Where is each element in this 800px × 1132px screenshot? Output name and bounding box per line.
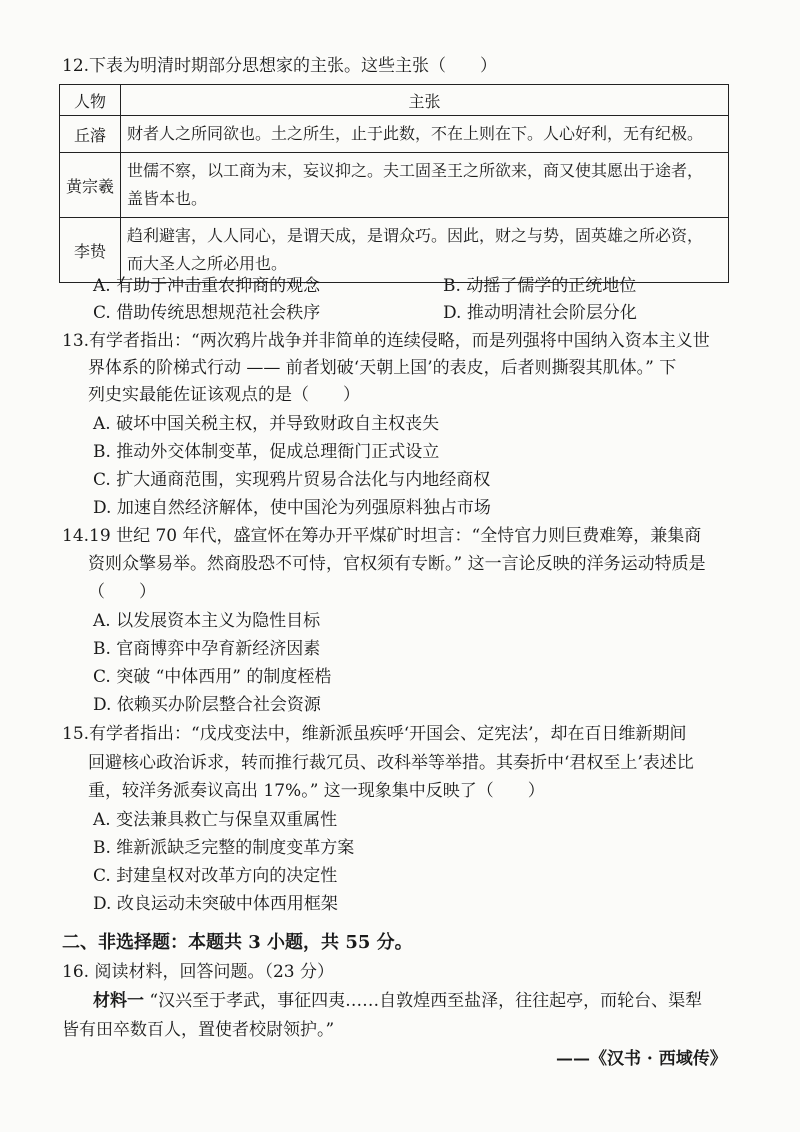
q13-option-d[interactable]: D. 加速自然经济解体，使中国沦为列强原料独占市场 bbox=[93, 498, 491, 518]
section-title: 二、非选择题：本题共 3 小题，共 55 分。 bbox=[62, 932, 413, 953]
idea-line: 世儒不察，以工商为末，妄议抑之。夫工固圣王之所欲来，商又使其愿出于途者， bbox=[127, 161, 704, 180]
table-row bbox=[60, 116, 729, 153]
q15-option-c[interactable]: C. 封建皇权对改革方向的决定性 bbox=[93, 866, 338, 886]
material1-line bbox=[93, 990, 702, 1012]
idea-cell bbox=[121, 153, 729, 218]
q13-stem-line: 列史实最能佐证该观点的是（ ） bbox=[88, 385, 360, 405]
q13-option-a[interactable]: A. 破坏中国关税主权，并导致财政自主权丧失 bbox=[93, 414, 440, 434]
q13-stem-line: 13.有学者指出：“两次鸦片战争并非简单的连续侵略，而是列强将中国纳入资本主义世 bbox=[62, 331, 710, 351]
q15-option-b[interactable]: B. 维新派缺乏完整的制度变革方案 bbox=[93, 838, 355, 858]
table-header-person: 人物 bbox=[60, 85, 121, 116]
q13-option-c[interactable]: C. 扩大通商范围，实现鸦片贸易合法化与内地经商权 bbox=[93, 470, 491, 490]
material1-label: 材料一 bbox=[93, 991, 144, 1011]
q13-stem-line: 界体系的阶梯式行动 —— 前者划破‘天朝上国’的表皮，后者则撕裂其肌体。” 下 bbox=[88, 358, 677, 378]
q12-option-b[interactable]: B. 动摇了儒学的正统地位 bbox=[443, 276, 637, 296]
material1-source: ——《汉书 · 西域传》 bbox=[556, 1049, 727, 1069]
material1-text: “汉兴至于孝武，事征四夷……自敦煌西至盐泽，往往起亭，而轮台、渠犁 bbox=[149, 991, 703, 1011]
q15-option-a[interactable]: A. 变法兼具救亡与保皇双重属性 bbox=[93, 810, 338, 830]
q14-option-a[interactable]: A. 以发展资本主义为隐性目标 bbox=[93, 611, 321, 631]
table-header-row bbox=[60, 85, 729, 116]
person-cell: 黄宗羲 bbox=[60, 153, 121, 218]
q14-stem-line: 资则众擎易举。然商股恐不可恃，官权须有专断。” 这一言论反映的洋务运动特质是 bbox=[88, 554, 706, 574]
q14-stem-line: 14.19 世纪 70 年代，盛宣怀在筹办开平煤矿时坦言：“全恃官力则巨费难筹，兼集商 bbox=[62, 526, 702, 546]
idea-line: 趋利避害，人人同心，是谓天成，是谓众巧。因此，财之与势，固英雄之所必资， bbox=[127, 226, 704, 245]
q12-option-c[interactable]: C. 借助传统思想规范社会秩序 bbox=[93, 303, 321, 323]
table-row bbox=[60, 153, 729, 218]
q14-option-d[interactable]: D. 依赖买办阶层整合社会资源 bbox=[93, 695, 321, 715]
material1-line2: 皆有田卒数百人，置使者校尉领护。” bbox=[62, 1020, 335, 1040]
idea-cell bbox=[121, 218, 729, 283]
q14-option-c[interactable]: C. 突破 “中体西用” 的制度桎梏 bbox=[93, 667, 332, 687]
q12-option-a[interactable]: A. 有助于冲击重农抑商的观念 bbox=[93, 276, 321, 296]
table-row bbox=[60, 218, 729, 283]
q15-stem-line: 重，较洋务派奏议高出 17%。” 这一现象集中反映了（ ） bbox=[88, 781, 545, 801]
q15-stem-line: 15.有学者指出：“戊戌变法中，维新派虽疾呼‘开国会、定宪法’，却在百日维新期间 bbox=[62, 724, 687, 744]
q12-option-d[interactable]: D. 推动明清社会阶层分化 bbox=[443, 303, 637, 323]
q13-option-b[interactable]: B. 推动外交体制变革，促成总理衙门正式设立 bbox=[93, 442, 440, 462]
q14-option-b[interactable]: B. 官商博弈中孕育新经济因素 bbox=[93, 639, 321, 659]
person-cell: 李贽 bbox=[60, 218, 121, 283]
idea-line: 盖皆本也。 bbox=[127, 189, 208, 208]
q15-stem-line: 回避核心政治诉求，转而推行裁冗员、改科举等举措。其奏折中‘君权至上’表述比 bbox=[88, 753, 694, 773]
q15-option-d[interactable]: D. 改良运动未突破中体西用框架 bbox=[93, 894, 338, 914]
idea-line: 财者人之所同欲也。土之所生，止于此数，不在上则在下。人心好利，无有纪极。 bbox=[127, 124, 704, 143]
q14-stem-line: （ ） bbox=[88, 582, 156, 602]
thinkers-table bbox=[59, 84, 729, 283]
q12-stem: 12.下表为明清时期部分思想家的主张。这些主张（ ） bbox=[62, 56, 498, 76]
idea-line: 而大圣人之所必用也。 bbox=[127, 254, 288, 273]
idea-cell bbox=[121, 116, 729, 153]
q16-stem: 16. 阅读材料，回答问题。（23 分） bbox=[62, 962, 334, 982]
table-header-idea: 主张 bbox=[121, 85, 729, 116]
person-cell: 丘濬 bbox=[60, 116, 121, 153]
